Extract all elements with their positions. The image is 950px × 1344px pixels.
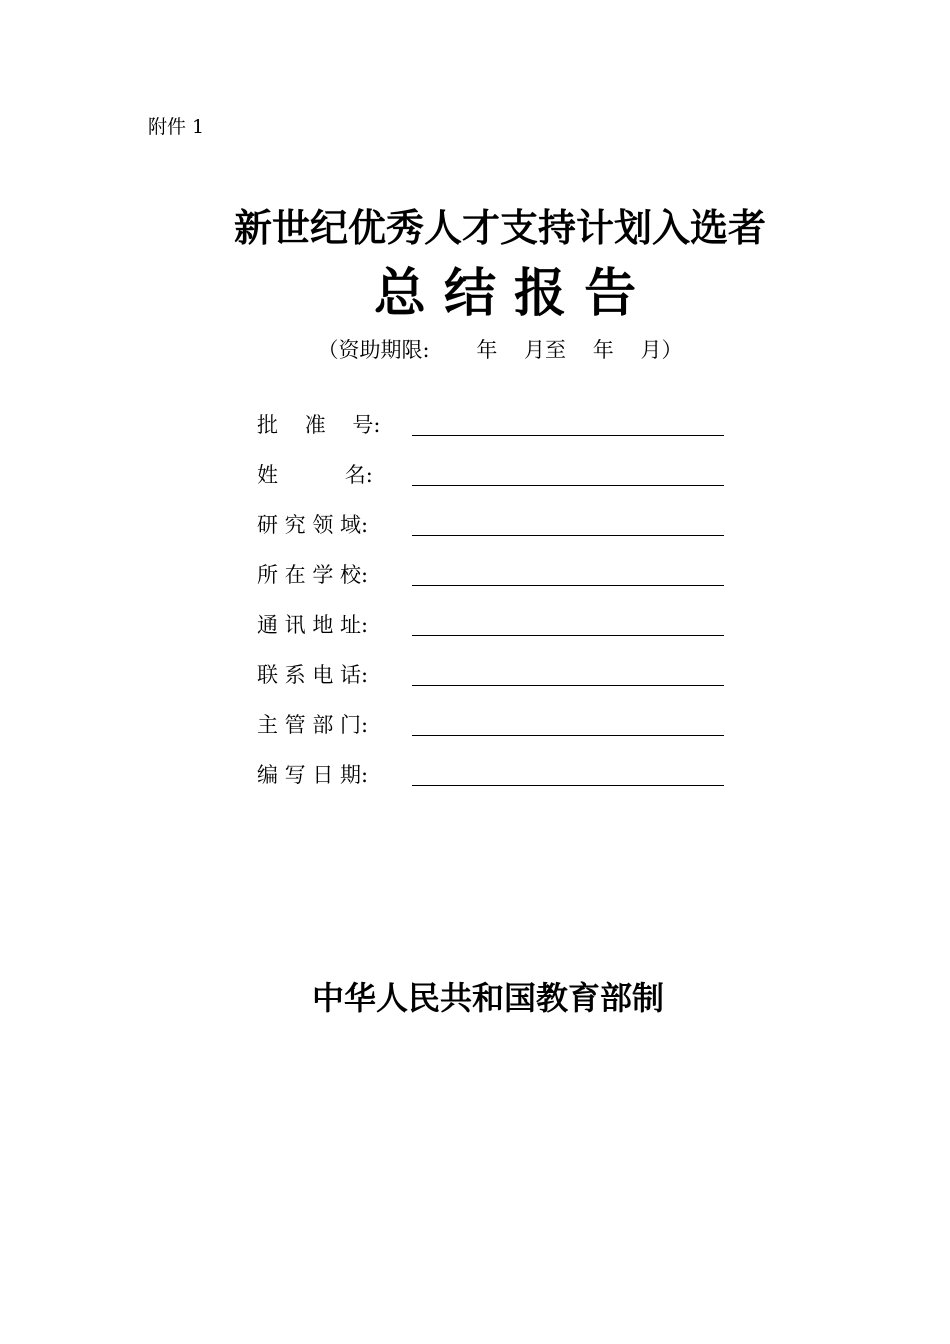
field-blank-line[interactable] bbox=[412, 735, 724, 736]
field-name bbox=[257, 452, 727, 502]
field-label: 姓 名: bbox=[257, 463, 373, 487]
funding-period: （资助期限: 年 月至 年 月） bbox=[317, 338, 683, 362]
field-blank-line[interactable] bbox=[412, 485, 724, 486]
field-label: 批 准 号: bbox=[257, 413, 381, 437]
report-title: 新世纪优秀人才支持计划入选者 bbox=[233, 206, 766, 250]
field-label: 研 究 领 域: bbox=[257, 513, 369, 537]
field-label: 联 系 电 话: bbox=[257, 663, 369, 687]
field-mailing-address bbox=[257, 602, 727, 652]
field-research-area bbox=[257, 502, 727, 552]
field-approval-number bbox=[257, 402, 727, 452]
field-blank-line[interactable] bbox=[412, 785, 724, 786]
field-blank-line[interactable] bbox=[412, 585, 724, 586]
field-phone bbox=[257, 652, 727, 702]
field-date-written bbox=[257, 752, 727, 802]
field-label: 所 在 学 校: bbox=[257, 563, 369, 587]
issuer: 中华人民共和国教育部制 bbox=[311, 979, 664, 1017]
report-subtitle: 总 结 报 告 bbox=[373, 264, 637, 324]
field-blank-line[interactable] bbox=[412, 435, 724, 436]
field-university bbox=[257, 552, 727, 602]
field-label: 通 讯 地 址: bbox=[257, 613, 369, 637]
field-blank-line[interactable] bbox=[412, 685, 724, 686]
field-department bbox=[257, 702, 727, 752]
field-label: 主 管 部 门: bbox=[257, 713, 369, 737]
cover-fields bbox=[257, 402, 727, 802]
field-blank-line[interactable] bbox=[412, 535, 724, 536]
field-blank-line[interactable] bbox=[412, 635, 724, 636]
field-label: 编 写 日 期: bbox=[257, 763, 369, 787]
attachment-label: 附件 1 bbox=[148, 116, 205, 138]
